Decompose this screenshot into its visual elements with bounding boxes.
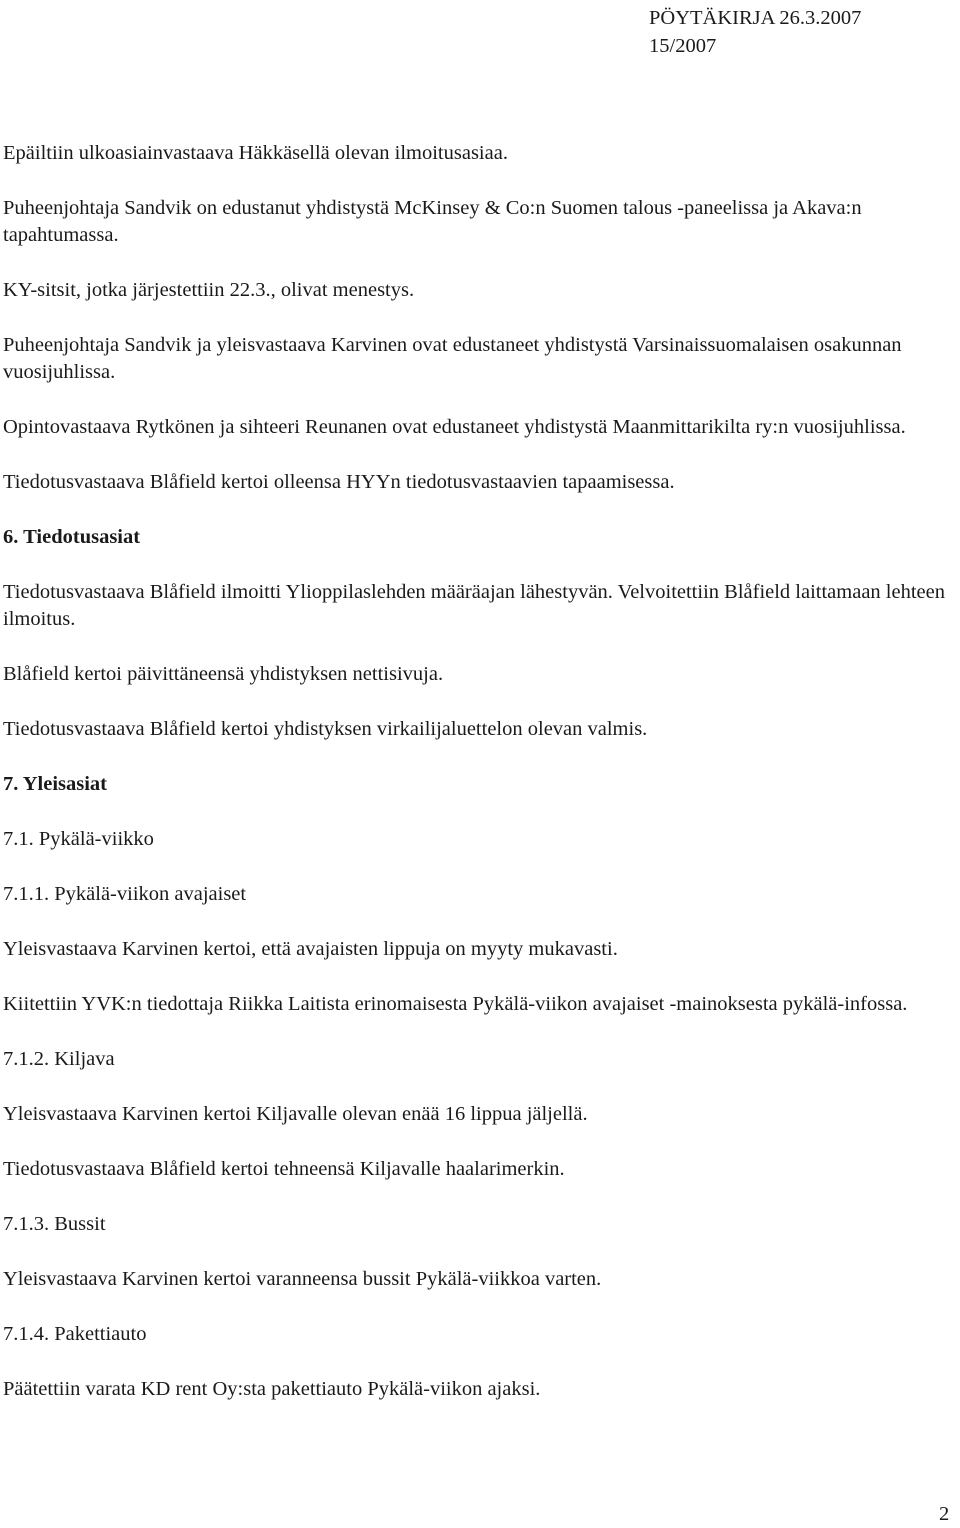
paragraph: Päätettiin varata KD rent Oy:sta pakettiauto Pykälä-viikon ajaksi. bbox=[3, 1378, 541, 1400]
page-number: 2 bbox=[939, 1503, 950, 1525]
document-number: 15/2007 bbox=[649, 35, 717, 57]
subsection-heading: 7.1.2. Kiljava bbox=[3, 1048, 115, 1070]
paragraph: Tiedotusvastaava Blåfield ilmoitti Ylioppilaslehden määräajan lähestyvän. Velvoitettiin Blåfield laittamaan lehteen ilmoitus. bbox=[3, 581, 945, 630]
paragraph: Tiedotusvastaava Blåfield kertoi yhdistyksen virkailijaluettelon olevan valmis. bbox=[3, 718, 648, 740]
document-body bbox=[3, 140, 953, 1431]
section-heading: 7. Yleisasiat bbox=[3, 773, 108, 795]
paragraph: Yleisvastaava Karvinen kertoi Kiljavalle olevan enää 16 lippua jäljellä. bbox=[3, 1103, 588, 1125]
subsection-heading: 7.1. Pykälä-viikko bbox=[3, 828, 154, 850]
subsection-heading: 7.1.4. Pakettiauto bbox=[3, 1323, 147, 1345]
paragraph: Opintovastaava Rytkönen ja sihteeri Reunanen ovat edustaneet yhdistystä Maanmittarikilta ry:n vuosijuhlissa. bbox=[3, 416, 906, 438]
paragraph: Kiitettiin YVK:n tiedottaja Riikka Laitista erinomaisesta Pykälä-viikon avajaiset -mainoksesta pykälä-infossa. bbox=[3, 993, 908, 1015]
paragraph: Tiedotusvastaava Blåfield kertoi olleensa HYYn tiedotusvastaavien tapaamisessa. bbox=[3, 471, 675, 493]
paragraph: Yleisvastaava Karvinen kertoi, että avajaisten lippuja on myyty mukavasti. bbox=[3, 938, 618, 960]
paragraph: Epäiltiin ulkoasiainvastaava Häkkäsellä olevan ilmoitusasiaa. bbox=[3, 142, 508, 164]
subsection-heading: 7.1.3. Bussit bbox=[3, 1213, 106, 1235]
paragraph: Yleisvastaava Karvinen kertoi varanneensa bussit Pykälä-viikkoa varten. bbox=[3, 1268, 602, 1290]
subsection-heading: 7.1.1. Pykälä-viikon avajaiset bbox=[3, 883, 247, 905]
paragraph: Tiedotusvastaava Blåfield kertoi tehneensä Kiljavalle haalarimerkin. bbox=[3, 1158, 565, 1180]
section-heading: 6. Tiedotusasiat bbox=[3, 526, 141, 548]
document-header bbox=[649, 4, 861, 60]
paragraph: KY-sitsit, jotka järjestettiin 22.3., olivat menestys. bbox=[3, 279, 415, 301]
document-title: PÖYTÄKIRJA 26.3.2007 bbox=[649, 7, 862, 29]
paragraph: Puheenjohtaja Sandvik ja yleisvastaava Karvinen ovat edustaneet yhdistystä Varsinaissuomalaisen osakunnan vuosijuhlissa. bbox=[3, 334, 902, 383]
paragraph: Blåfield kertoi päivittäneensä yhdistyksen nettisivuja. bbox=[3, 663, 444, 685]
paragraph: Puheenjohtaja Sandvik on edustanut yhdistystä McKinsey & Co:n Suomen talous -paneelissa ja Akava:n tapahtumassa. bbox=[3, 197, 862, 246]
